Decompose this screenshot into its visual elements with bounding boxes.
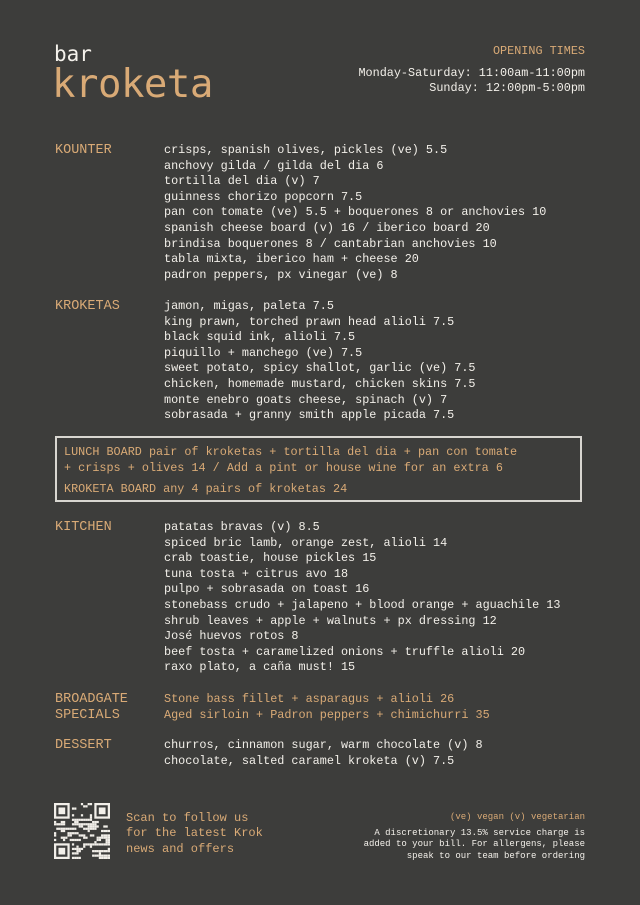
menu-item: guinness chorizo popcorn 7.5 <box>164 189 363 204</box>
section-title-line: KOUNTER <box>55 143 112 158</box>
menu-item: pan con tomate (ve) 5.5 + boquerones 8 or anchovies 10 <box>164 205 547 220</box>
section-items <box>164 738 595 769</box>
menu-item: sobrasada + granny smith apple picada 7.5 <box>164 408 455 423</box>
section-dessert <box>55 738 595 769</box>
menu-item: crisps, spanish olives, pickles (ve) 5.5 <box>164 143 448 157</box>
menu-item: anchovy gilda / gilda del dia 6 <box>164 158 384 173</box>
menu-item: piquillo + manchego (ve) 7.5 <box>164 345 363 360</box>
section-title-line: KITCHEN <box>55 520 112 535</box>
menu-item: spanish cheese board (v) 16 / iberico board 20 <box>164 220 490 235</box>
section-kounter <box>55 143 595 283</box>
footer-notes <box>364 812 585 862</box>
menu-item: jamon, migas, paleta 7.5 <box>164 299 334 313</box>
section-title <box>55 692 160 724</box>
menu-item: sweet potato, spicy shallot, garlic (ve) 7.5 <box>164 361 476 376</box>
section-title-line: KROKETAS <box>55 299 120 314</box>
menu-item: king prawn, torched prawn head alioli 7.5 <box>164 314 455 329</box>
brand-prefix: bar <box>54 42 92 66</box>
menu-item: pulpo + sobrasada on toast 16 <box>164 582 370 597</box>
section-title-line: SPECIALS <box>55 708 120 723</box>
section-title <box>55 520 160 536</box>
menu-item: brindisa boquerones 8 / cantabrian anchovies 10 <box>164 236 497 251</box>
notice-line: speak to our team before ordering <box>406 850 585 861</box>
scan-text <box>126 811 263 857</box>
lunch-board-line: LUNCH BOARD pair of kroketas + tortilla del dia + pan con tomate <box>64 445 518 459</box>
menu-item: churros, cinnamon sugar, warm chocolate (v) 8 <box>164 738 483 752</box>
section-items <box>164 299 595 424</box>
hours-weekday: Monday-Saturday: 11:00am-11:00pm <box>358 65 585 80</box>
menu-item: tortilla del dia (v) 7 <box>164 174 320 189</box>
menu-item: crab toastie, house pickles 15 <box>164 551 377 566</box>
scan-line: for the latest Krok <box>126 826 263 841</box>
menu-item: spiced bric lamb, orange zest, alioli 14 <box>164 535 448 550</box>
scan-line: news and offers <box>126 841 235 856</box>
menu-item: monte enebro goats cheese, spinach (v) 7 <box>164 392 448 407</box>
menu-item: stonebass crudo + jalapeno + blood orange + aguachile 13 <box>164 597 561 612</box>
opening-times-heading: OPENING TIMES <box>492 44 585 58</box>
section-items <box>164 520 595 676</box>
opening-times <box>358 44 585 97</box>
brand-name: kroketa <box>52 62 213 107</box>
menu-item: shrub leaves + apple + walnuts + px dressing 12 <box>164 613 497 628</box>
menu-item: raxo plato, a caña must! 15 <box>164 660 356 675</box>
menu-item: Stone bass fillet + asparagus + alioli 26 <box>164 692 455 706</box>
kroketa-board: KROKETA BOARD any 4 pairs of kroketas 24 <box>64 482 348 497</box>
section-title-line: DESSERT <box>55 738 112 753</box>
menu-item: tuna tosta + citrus avo 18 <box>164 566 349 581</box>
section-items <box>164 143 595 283</box>
diet-legend: (ve) vegan (v) vegetarian <box>449 812 585 822</box>
notice-line: A discretionary 13.5% service charge is <box>374 827 585 838</box>
menu-item: chicken, homemade mustard, chicken skins 7.5 <box>164 376 476 391</box>
menu-item: beef tosta + caramelized onions + truffle alioli 20 <box>164 644 526 659</box>
section-title-line: BROADGATE <box>55 692 128 707</box>
section-title <box>55 738 160 754</box>
section-kroketas <box>55 299 595 424</box>
menu-item: José huevos rotos 8 <box>164 629 299 644</box>
section-items <box>164 692 595 723</box>
scan-line: Scan to follow us <box>126 811 249 825</box>
boards-box <box>55 436 582 502</box>
menu-item: patatas bravas (v) 8.5 <box>164 520 320 534</box>
hours-sunday: Sunday: 12:00pm-5:00pm <box>429 81 585 96</box>
menu-item: Aged sirloin + Padron peppers + chimichurri 35 <box>164 707 490 722</box>
menu-item: chocolate, salted caramel kroketa (v) 7.5 <box>164 753 455 768</box>
section-broadgate-specials <box>55 692 595 723</box>
section-title <box>55 299 160 315</box>
qr-code-icon[interactable] <box>54 803 110 859</box>
lunch-board-line: + crisps + olives 14 / Add a pint or house wine for an extra 6 <box>64 460 503 475</box>
notice-line: added to your bill. For allergens, please <box>363 839 585 850</box>
menu-item: black squid ink, alioli 7.5 <box>164 330 356 345</box>
menu-item: tabla mixta, iberico ham + cheese 20 <box>164 252 419 267</box>
section-kitchen <box>55 520 595 676</box>
section-title <box>55 143 160 159</box>
menu-item: padron peppers, px vinegar (ve) 8 <box>164 267 398 282</box>
